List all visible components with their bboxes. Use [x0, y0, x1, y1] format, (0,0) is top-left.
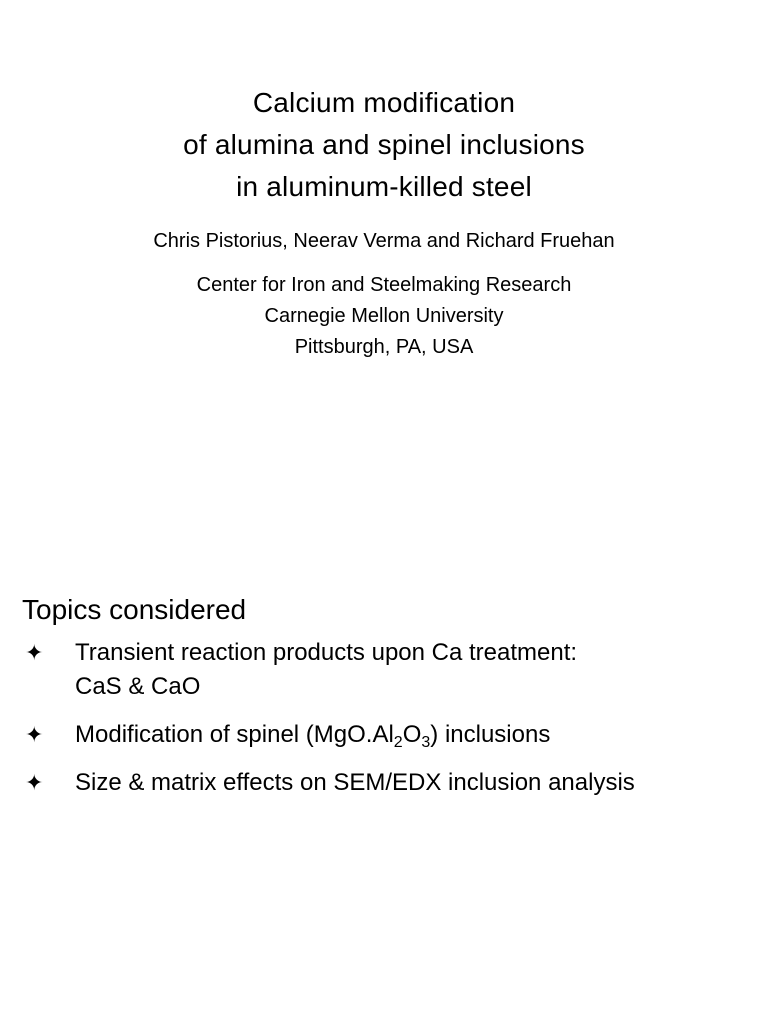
topic-2-subscript-2: 3 — [421, 734, 431, 751]
title-line-1: Calcium modification — [252, 87, 516, 118]
topic-item — [22, 718, 752, 752]
authors: Chris Pistorius, Neerav Verma and Richard Fruehan — [153, 230, 615, 252]
topic-3-text: Size & matrix effects on SEM/EDX inclusion analysis — [75, 769, 635, 796]
topic-2-mid: O — [402, 721, 422, 748]
title-line-2: of alumina and spinel inclusions — [183, 129, 585, 160]
affiliation — [0, 270, 768, 363]
topic-2-suffix: ) inclusions — [430, 721, 551, 748]
four-pointed-star-icon: ✦ — [25, 770, 44, 795]
topic-2-subscript-1: 2 — [393, 734, 403, 751]
affiliation-university: Carnegie Mellon University — [264, 305, 504, 327]
topics-heading: Topics considered — [22, 594, 247, 625]
title-line-3: in aluminum-killed steel — [236, 171, 532, 202]
four-pointed-star-icon: ✦ — [25, 722, 44, 747]
topic-item — [22, 636, 752, 704]
four-pointed-star-icon: ✦ — [25, 640, 44, 665]
topic-text — [75, 718, 752, 752]
affiliation-center: Center for Iron and Steelmaking Research — [196, 274, 572, 296]
topic-1-line-1: Transient reaction products upon Ca treatment: — [75, 639, 578, 666]
topics-section — [22, 590, 752, 814]
topic-item — [22, 766, 752, 800]
topic-text — [75, 766, 752, 800]
affiliation-location: Pittsburgh, PA, USA — [294, 336, 474, 358]
slide-title — [0, 82, 768, 208]
topic-1-line-2: CaS & CaO — [75, 673, 201, 700]
topic-2-prefix: Modification of spinel (MgO.Al — [75, 721, 394, 748]
topic-text — [75, 636, 752, 704]
